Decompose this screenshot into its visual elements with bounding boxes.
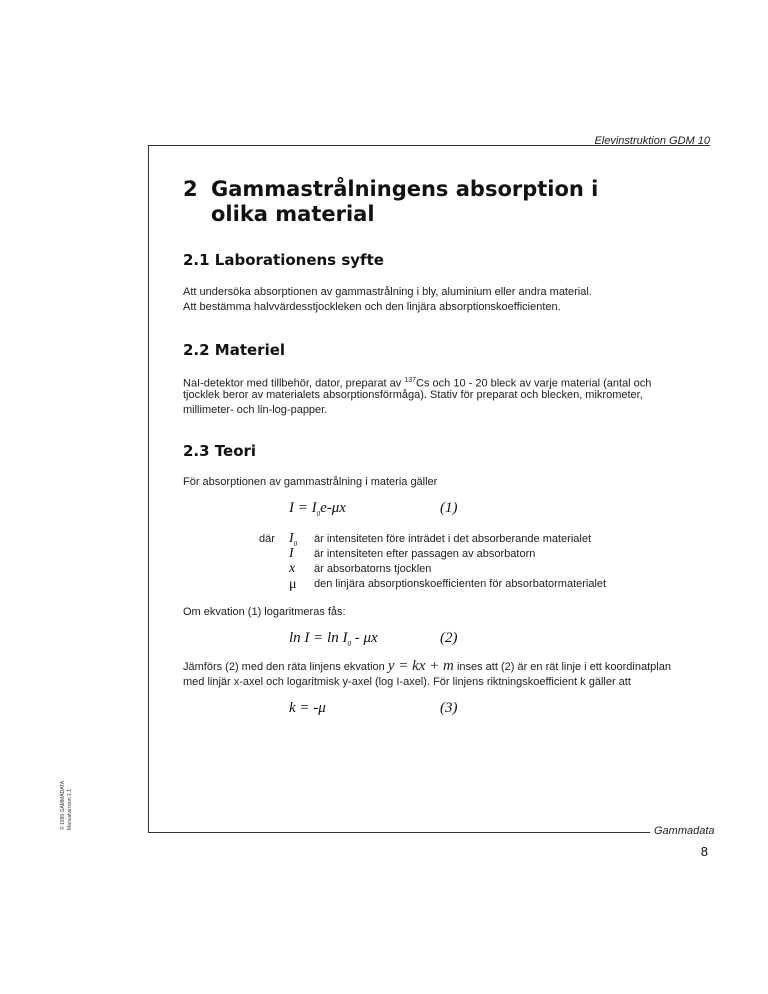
theory-intro: För absorptionen av gammastrålning i materia gäller: [183, 476, 438, 488]
materials-line-3: millimeter- och lin-log-papper.: [183, 404, 328, 416]
compare-pre: Jämförs (2) med den räta linjens ekvation: [183, 661, 388, 673]
materials-line-1-post: Cs och 10 - 20 bleck av varje material (antal och: [416, 377, 652, 390]
where-label: där: [259, 533, 275, 545]
compare-post: inses att (2) är en rät linje i ett koordinatplan: [453, 661, 671, 673]
eq1-lhs: I = I: [289, 500, 317, 516]
isotope-mass-number: 137: [404, 377, 417, 384]
footer-rule: [148, 832, 650, 833]
def-text-mu: den linjära absorptionskoefficienten för absorbatormaterialet: [314, 578, 607, 590]
copyright-line-2: Manualversion 1.1: [67, 789, 73, 830]
eq2-lhs: ln I = ln I: [289, 630, 348, 646]
equation-2-number: (2): [440, 630, 458, 646]
section-heading-theory: 2.3 Teori: [183, 442, 257, 460]
equation-3-number: (3): [440, 700, 458, 716]
materials-line-1-pre: NaI-detektor med tillbehör, dator, preparat av: [183, 377, 405, 390]
equation-1-number: (1): [440, 500, 458, 516]
left-margin-rule: [148, 145, 149, 832]
line-equation: y = kx + m: [387, 658, 454, 674]
compare-line-2: med linjär x-axel och logaritmisk y-axel (log I-axel). För linjens riktningskoefficient k gäller att: [183, 676, 631, 688]
def-text-I0: är intensiteten före inträdet i det absorberande materialet: [314, 533, 591, 545]
equation-2: [289, 630, 378, 648]
materials-line-2: tjocklek beror av materialets absorptionsförmåga). Stativ för preparat och blecken, mikrometer,: [183, 389, 643, 401]
chapter-title: Gammastrålningens absorption i olika material: [211, 177, 599, 226]
eq1-subscript: 0: [316, 510, 321, 518]
def-symbol-x: x: [289, 561, 296, 576]
eq2-rhs: - μx: [350, 630, 378, 646]
purpose-line-1: Att undersöka absorptionen av gammastrålning i bly, aluminium eller andra material.: [183, 286, 592, 298]
chapter-number: 2: [183, 177, 198, 201]
def-symbol-mu: μ: [289, 577, 297, 592]
copyright-notice: [60, 781, 74, 830]
compare-line-1: [183, 659, 703, 675]
section-heading-purpose: 2.1 Laborationens syfte: [183, 251, 384, 269]
log-intro: Om ekvation (1) logaritmeras fås:: [183, 606, 346, 618]
def-symbol-I0-sub: 0: [293, 539, 298, 548]
section-heading-materials: 2.2 Materiel: [183, 341, 286, 359]
purpose-line-2: Att bestämma halvvärdesstjockleken och den linjära absorptionskoefficienten.: [183, 301, 561, 313]
def-symbol-I: I: [289, 546, 294, 561]
equation-1: [289, 500, 346, 518]
copyright-line-1: © 1995 GAMMADATA: [60, 780, 66, 830]
eq1-rhs: e-μx: [320, 500, 346, 516]
page-number: 8: [700, 844, 708, 859]
eq2-subscript: 0: [347, 640, 351, 648]
def-text-x: är absorbatorns tjocklen: [314, 563, 432, 575]
footer-label: Gammadata: [654, 825, 715, 837]
def-text-I: är intensiteten efter passagen av absorbatorn: [314, 548, 536, 560]
def-symbol-I0-main: I: [289, 531, 294, 546]
equation-3: k = -μ: [289, 700, 326, 716]
running-title: Elevinstruktion GDM 10: [594, 135, 710, 147]
